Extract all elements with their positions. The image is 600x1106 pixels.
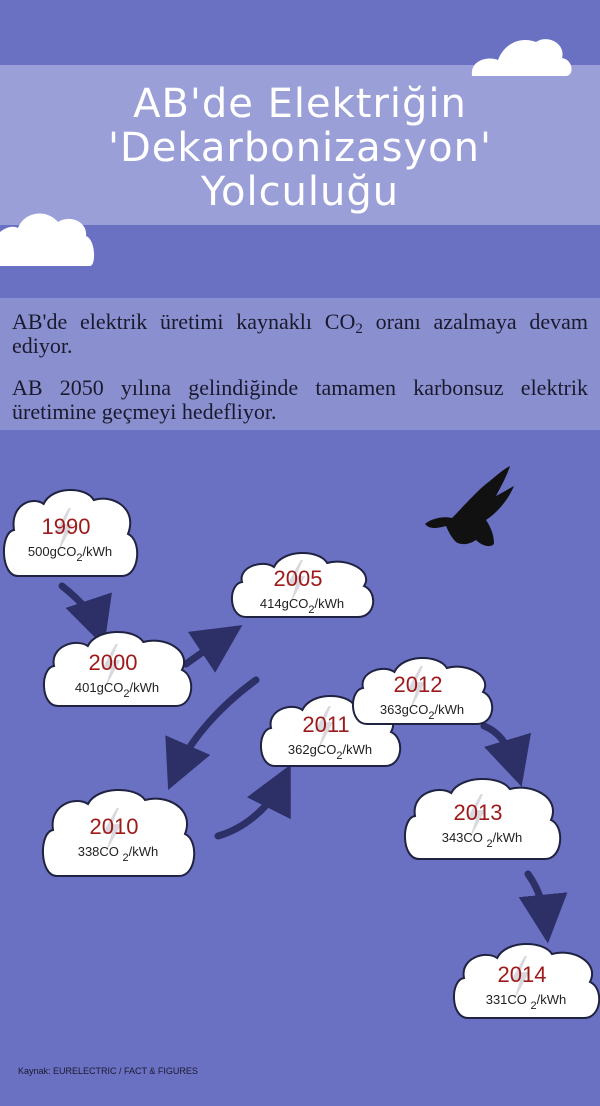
cloud-value: 401gCO$_2$/kWh	[74, 680, 160, 700]
cloud-node-2014	[454, 944, 599, 1018]
cloud-year: 2010	[89, 814, 139, 839]
cloud-value: 363gCO$_2$/kWh	[379, 702, 465, 722]
title-line-2: 'Dekarbonizasyon'	[108, 125, 492, 171]
arrow-2013-2014	[528, 874, 546, 924]
cloud-node-1990	[4, 490, 137, 576]
cloud-value: 343CO $_2$/kWh	[441, 830, 523, 850]
cloud-year: 2014	[497, 962, 547, 987]
cloud-value: 331CO $_2$/kWh	[485, 992, 567, 1012]
source-credit: Kaynak: EURELECTRIC / FACT & FIGURES	[18, 1066, 198, 1076]
cloud-node-2000	[44, 632, 191, 706]
cloud-year: 2005	[273, 566, 323, 591]
title-line-3: Yolculuğu	[200, 169, 400, 215]
cloud-value: 414gCO$_2$/kWh	[259, 596, 345, 616]
cloud-value: 338CO $_2$/kWh	[77, 844, 159, 864]
cloud-year: 2011	[302, 712, 350, 737]
arrow-1990-2000	[62, 586, 98, 628]
intro-paragraph-2: AB 2050 yılına gelindiğinde tamamen karbonsuz elektrik üretimine geçmeyi hedefliyor.	[12, 375, 588, 424]
cloud-year: 2000	[88, 650, 138, 675]
title-line-1: AB'de Elektriğin	[133, 81, 467, 127]
cloud-value: 500gCO$_2$/kWh	[27, 544, 113, 564]
cloud-year: 2013	[453, 800, 503, 825]
intro-p1-subscript: 2	[355, 321, 363, 337]
cloud-node-2005	[232, 553, 373, 617]
eagle-icon	[425, 466, 514, 546]
arrow-2012-2013	[484, 726, 516, 768]
arrow-2010-2011	[218, 782, 282, 836]
cloud-node-2012	[353, 658, 492, 724]
cloud-node-2010	[43, 790, 194, 876]
intro-p1-text: AB'de elektrik üretimi kaynaklı CO	[12, 309, 356, 334]
arrow-2000-2005	[186, 636, 226, 664]
cloud-year: 1990	[41, 514, 91, 539]
intro-p1-text-end: oranı azalmaya devam ediyor.	[12, 309, 588, 358]
cloud-node-2013	[405, 779, 560, 859]
cloud-year: 2012	[393, 672, 443, 697]
cloud-value: 362gCO$_2$/kWh	[287, 742, 373, 762]
